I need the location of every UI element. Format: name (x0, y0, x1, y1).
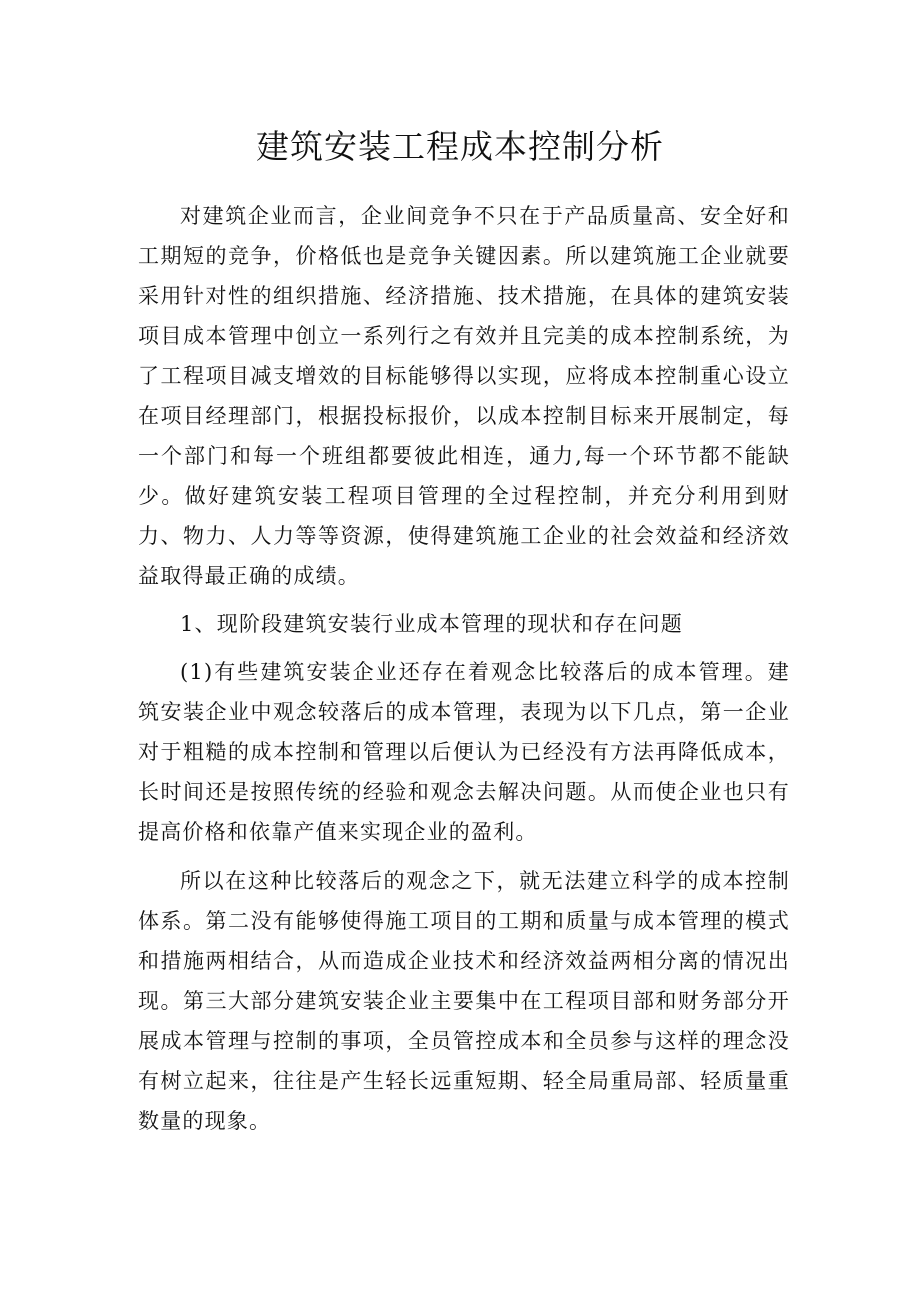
paragraph-point-1: (1)有些建筑安装企业还存在着观念比较落后的成本管理。建筑安装企业中观念较落后的成本管理，表现为以下几点，第一企业对于粗糙的成本控制和管理以后便认为已经没有方法再降低成本，长时间还是按照传统的经验和观念去解决问题。从而使企业也只有提高价格和依靠产值来实现企业的盈利。 (138, 660, 790, 844)
paragraph-intro: 对建筑企业而言，企业间竞争不只在于产品质量高、安全好和工期短的竞争，价格低也是竞争关键因素。所以建筑施工企业就要采用针对性的组织措施、经济措施、技术措施，在具体的建筑安装项目成本管理中创立一系列行之有效并且完美的成本控制系统，为了工程项目减支增效的目标能够得以实现，应将成本控制重心设立在项目经理部门，根据投标报价，以成本控制目标来开展制定，每一个部门和每一个班组都要彼此相连，通力,每一个环节都不能缺少。做好建筑安装工程项目管理的全过程控制，并充分利用到财力、物力、人力等等资源，使得建筑施工企业的社会效益和经济效益取得最正确的成绩。 (138, 204, 790, 588)
paragraph-continuation: 所以在这种比较落后的观念之下，就无法建立科学的成本控制体系。第二没有能够使得施工项目的工期和质量与成本管理的模式和措施两相结合，从而造成企业技术和经济效益两相分离的情况出现。第三大部分建筑安装企业主要集中在工程项目部和财务部分开展成本管理与控制的事项，全员管控成本和全员参与这样的理念没有树立起来，往往是产生轻长远重短期、轻全局重局部、轻质量重数量的现象。 (138, 869, 790, 1133)
section-heading-1: 1、现阶段建筑安装行业成本管理的现状和存在问题 (180, 612, 683, 636)
document-body (138, 196, 790, 1141)
document-title: 建筑安装工程成本控制分析 (256, 127, 664, 166)
